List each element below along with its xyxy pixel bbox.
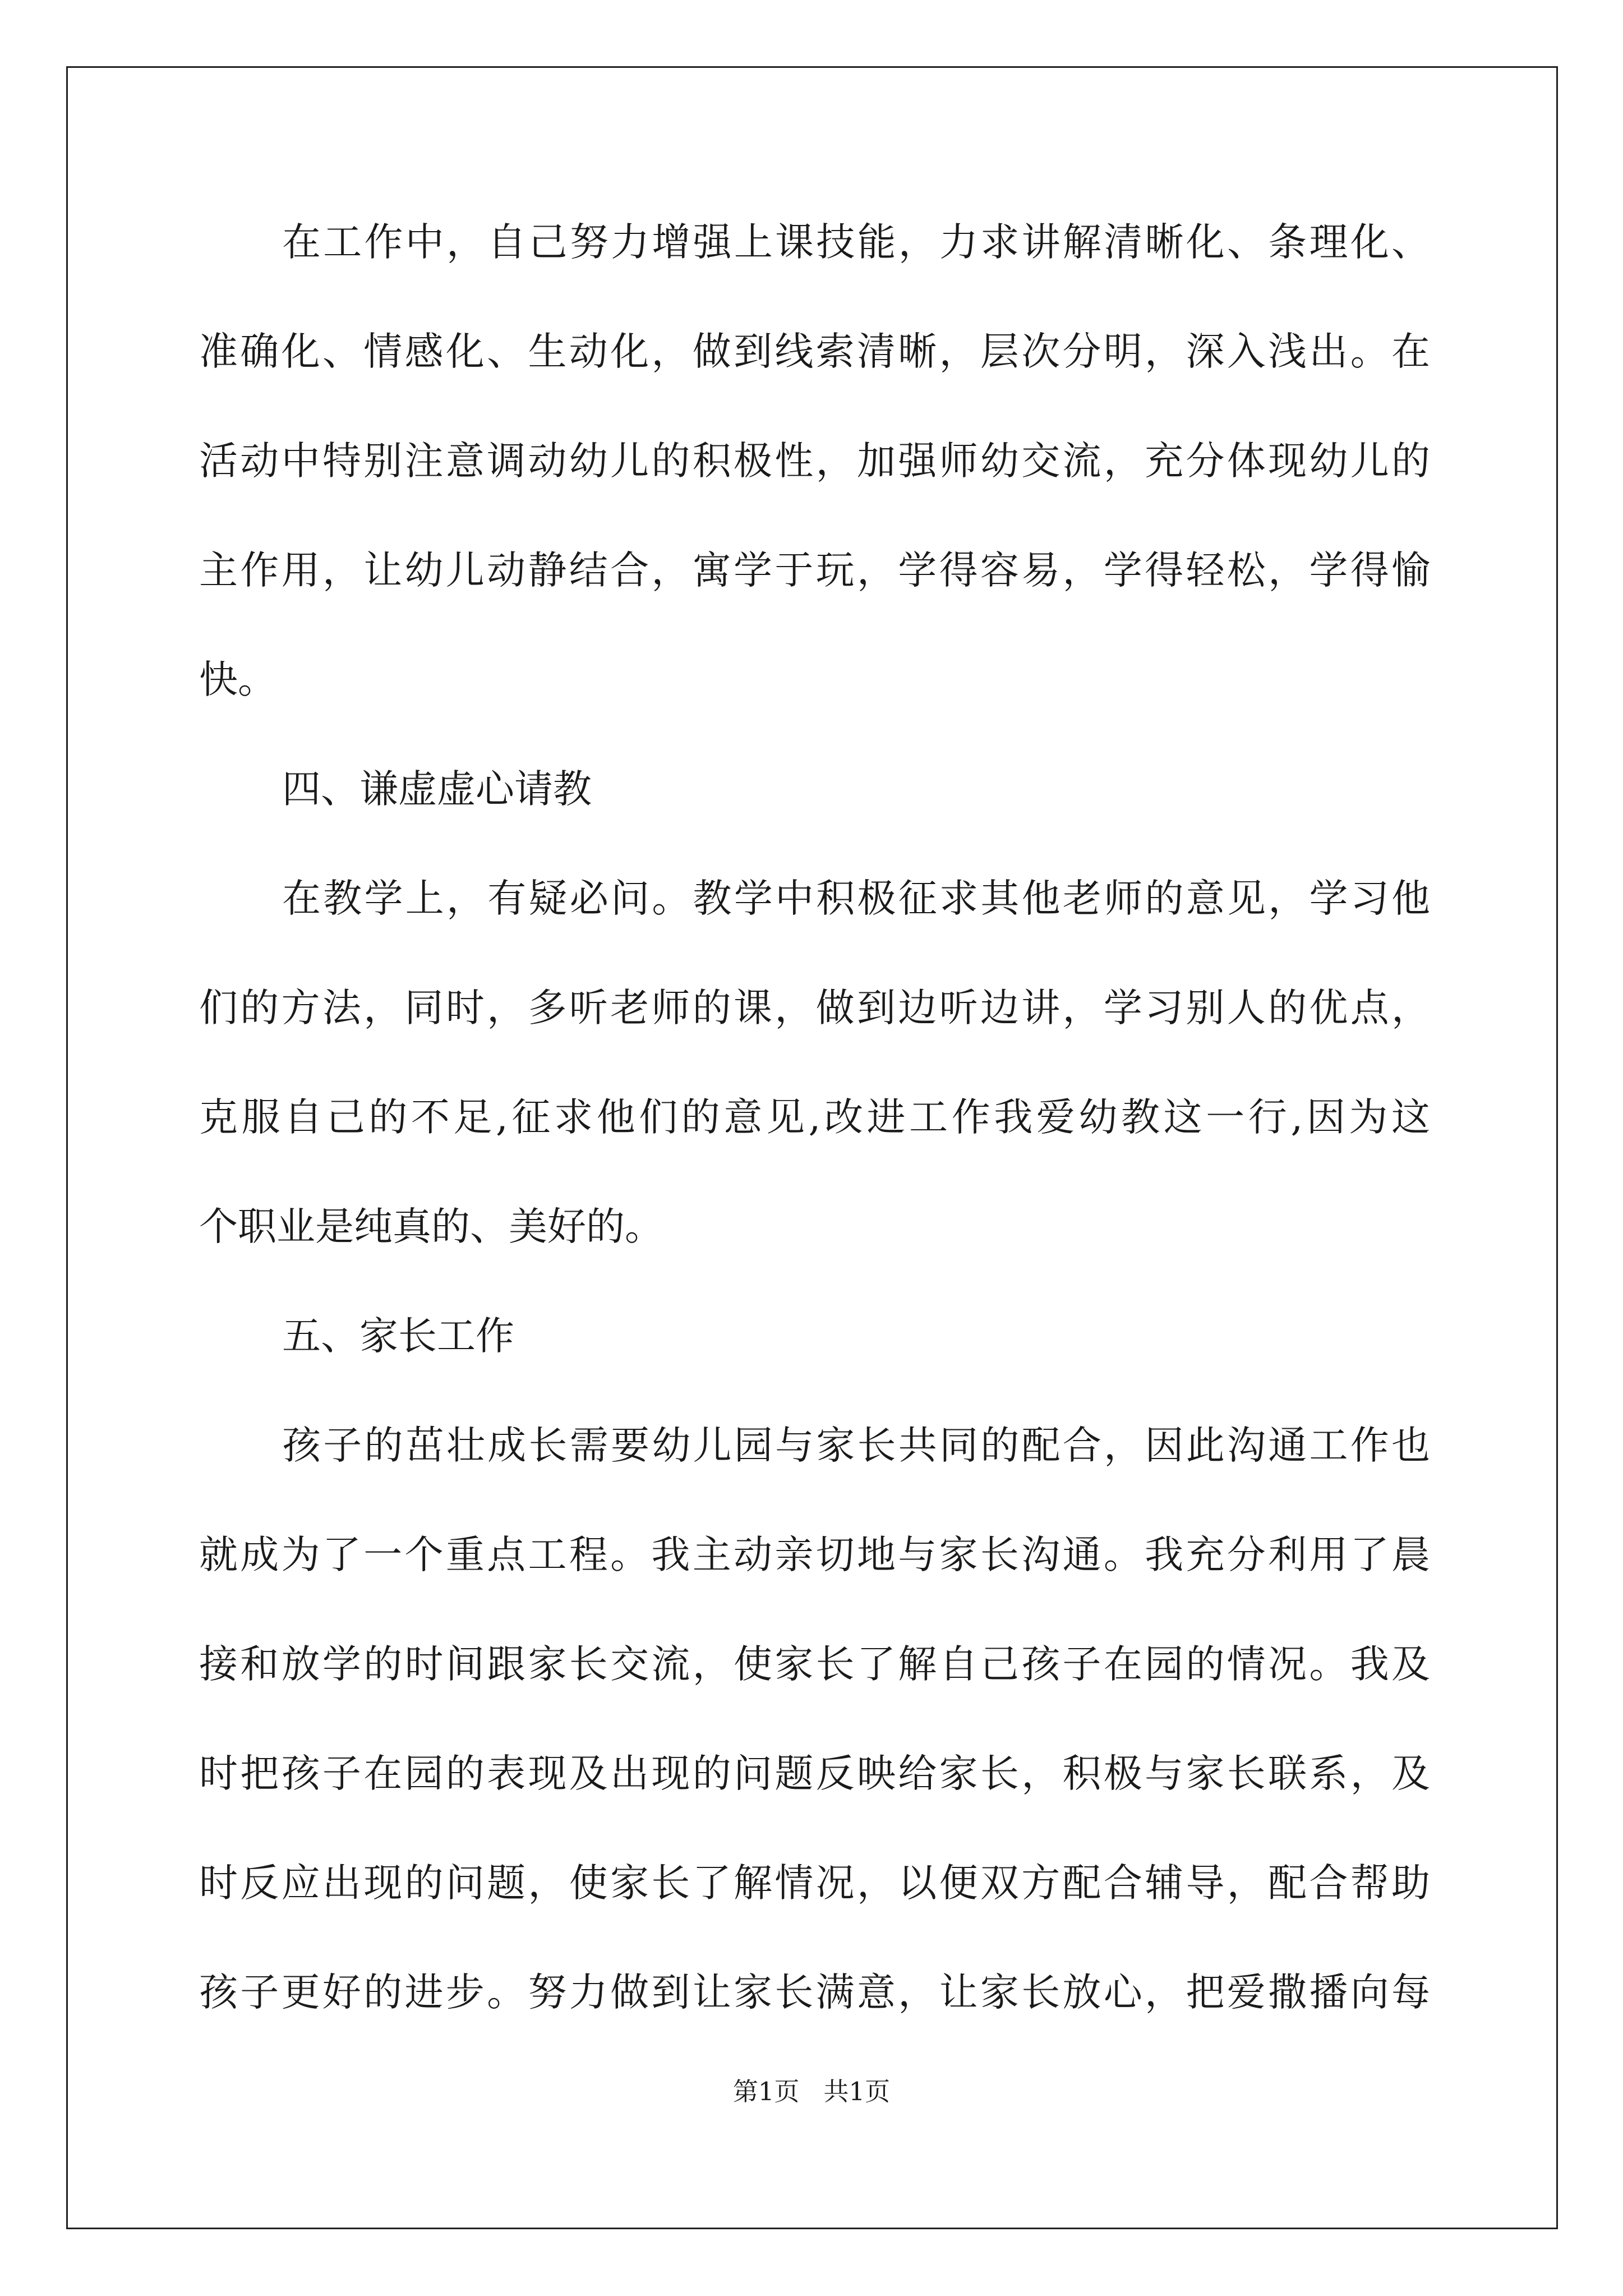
page-number-footer: 第1页 共1页 bbox=[732, 2077, 891, 2106]
section-heading: 五、家长工作 bbox=[282, 1314, 514, 1359]
paragraph-line: 孩子更好的进步。努力做到让家长满意，让家长放心，把爱撒播向每 bbox=[199, 1970, 1430, 2015]
paragraph-line: 在教学上，有疑必问。教学中积极征求其他老师的意见，学习他 bbox=[282, 876, 1430, 921]
paragraph-line: 孩子的茁壮成长需要幼儿园与家长共同的配合，因此沟通工作也 bbox=[282, 1423, 1430, 1468]
paragraph-line: 时反应出现的问题，使家长了解情况，以便双方配合辅导，配合帮助 bbox=[199, 1861, 1430, 1906]
paragraph-line: 活动中特别注意调动幼儿的积极性，加强师幼交流，充分体现幼儿的 bbox=[199, 439, 1430, 484]
document-body bbox=[199, 188, 1430, 2047]
paragraph-line: 在工作中，自己努力增强上课技能，力求讲解清晰化、条理化、 bbox=[282, 220, 1430, 265]
paragraph-line: 快。 bbox=[199, 657, 276, 702]
paragraph-line: 克服自己的不足,征求他们的意见,改进工作我爱幼教这一行,因为这 bbox=[199, 1095, 1430, 1140]
paragraph-line: 个职业是纯真的、美好的。 bbox=[199, 1204, 663, 1249]
section-heading: 四、谦虚虚心请教 bbox=[282, 767, 592, 812]
paragraph-line: 时把孩子在园的表现及出现的问题反映给家长，积极与家长联系，及 bbox=[199, 1751, 1430, 1796]
paragraph-line: 就成为了一个重点工程。我主动亲切地与家长沟通。我充分利用了晨 bbox=[199, 1533, 1430, 1577]
paragraph-line: 主作用，让幼儿动静结合，寓学于玩，学得容易，学得轻松，学得愉 bbox=[199, 548, 1430, 593]
paragraph-line: 接和放学的时间跟家长交流，使家长了解自己孩子在园的情况。我及 bbox=[199, 1642, 1430, 1687]
paragraph-line: 们的方法，同时，多听老师的课，做到边听边讲，学习别人的优点， bbox=[199, 986, 1430, 1030]
paragraph-line: 准确化、情感化、生动化，做到线索清晰，层次分明，深入浅出。在 bbox=[199, 329, 1430, 374]
